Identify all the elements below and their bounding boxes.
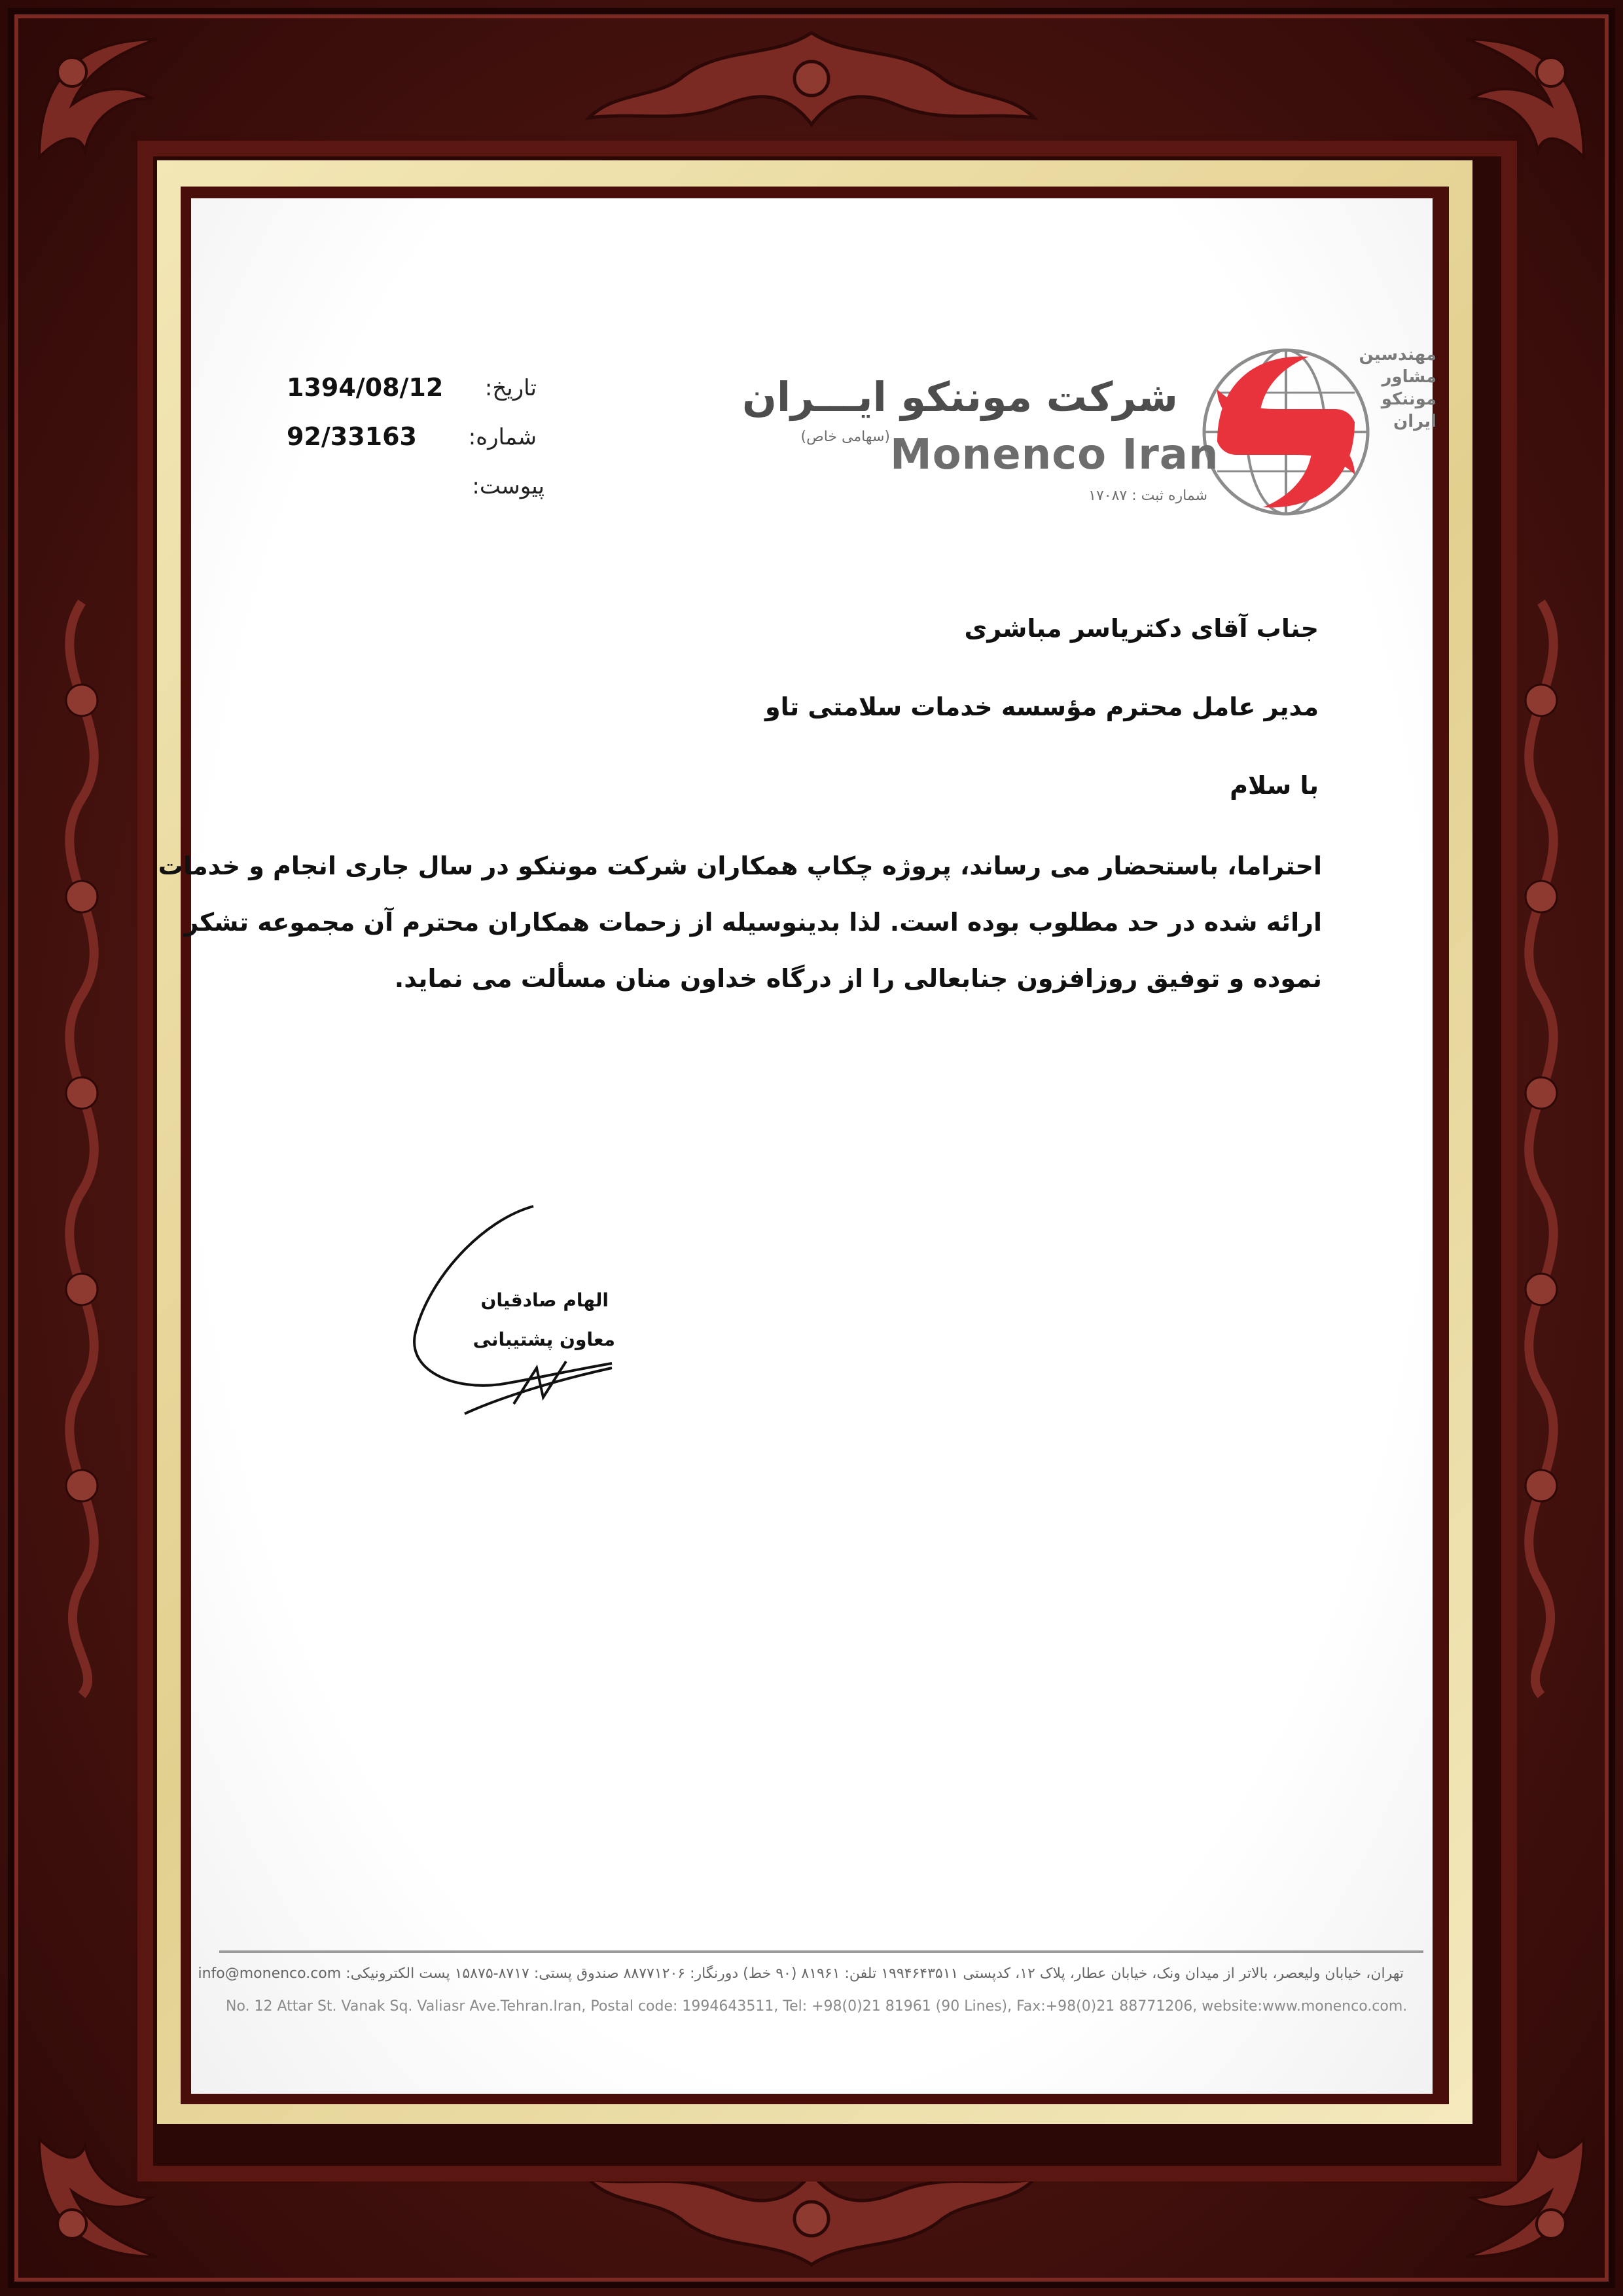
footer-address-fa-text: تهران، خیابان ولیعصر، بالاتر از میدان ونک، خیابان عطار، پلاک ۱۲، کدپستی ۱۹۹۴۶۴۳۵۱۱ تلفن: ۸۱۹۶۱ (۹۰ خط) دورنگار: ۸۸۷۷۱۲۰۶ صندوق پستی: ۸۷۱۷-۱۵۸۷۵ پست الکترونیکی: bbox=[341, 1965, 1404, 1982]
date-label: تاریخ: bbox=[484, 375, 537, 401]
monenco-logo bbox=[1198, 344, 1374, 523]
frame-top-center-ornament bbox=[576, 20, 1047, 137]
company-name-fa: شرکت موننکو ایـــران bbox=[741, 373, 1178, 421]
registration-number: شماره ثبت : ۱۷۰۸۷ bbox=[1088, 488, 1207, 504]
letter-body bbox=[158, 838, 1322, 1007]
logo-caption-line-4: ایران bbox=[1393, 412, 1436, 431]
letter-body-line-2: ارائه شده در حد مطلوب بوده است. لذا بدینوسیله از زحمات همکاران محترم آن مجموعه تشکر bbox=[184, 908, 1322, 937]
footer-address-en: No. 12 Attar St. Vanak Sq. Valiasr Ave.Tehran.Iran, Postal code: 1994643511, Tel: +98(0)21 81961 (90 Lines), Fax:+98(0)21 88771206, website:www.monenco.com. bbox=[226, 1998, 1408, 2015]
letter-body-line-3: نموده و توفیق روزافزون جنابعالی را از درگاه خداون منان مسألت می نماید. bbox=[394, 964, 1322, 993]
recipient-title: مدیر عامل محترم مؤسسه خدمات سلامتی تاو bbox=[765, 692, 1319, 721]
company-type-fa: (سهامی خاص) bbox=[800, 429, 890, 445]
logo-caption-line-3: موننکو bbox=[1381, 389, 1436, 409]
signatory-title: معاون پشتیبانی bbox=[473, 1329, 615, 1350]
letter-body-line-1: احتراما، باستحضار می رساند، پروژه چکاپ همکاران شرکت موننکو در سال جاری انجام و خدمات bbox=[158, 852, 1322, 880]
frame-left-side-ornament bbox=[26, 589, 137, 1702]
footer-address-fa bbox=[198, 1965, 1404, 1982]
company-name-en: Monenco Iran bbox=[890, 431, 1219, 479]
logo-caption-line-2: مشاور bbox=[1382, 367, 1436, 387]
signatory-name: الهام صادقیان bbox=[480, 1289, 609, 1311]
number-value: 92/33163 bbox=[287, 422, 417, 451]
handwritten-signature bbox=[402, 1201, 625, 1426]
attachment-label: پیوست: bbox=[472, 473, 544, 499]
greeting: با سلام bbox=[1230, 771, 1319, 800]
logo-caption-line-1: مهندسین bbox=[1359, 345, 1436, 365]
footer-email: info@monenco.com bbox=[198, 1965, 342, 1982]
number-label: شماره: bbox=[468, 424, 537, 450]
footer-divider bbox=[219, 1950, 1423, 1953]
logo-caption bbox=[1359, 344, 1436, 433]
recipient-name: جناب آقای دکتریاسر مباشری bbox=[964, 614, 1319, 643]
date-value: 1394/08/12 bbox=[287, 373, 444, 402]
